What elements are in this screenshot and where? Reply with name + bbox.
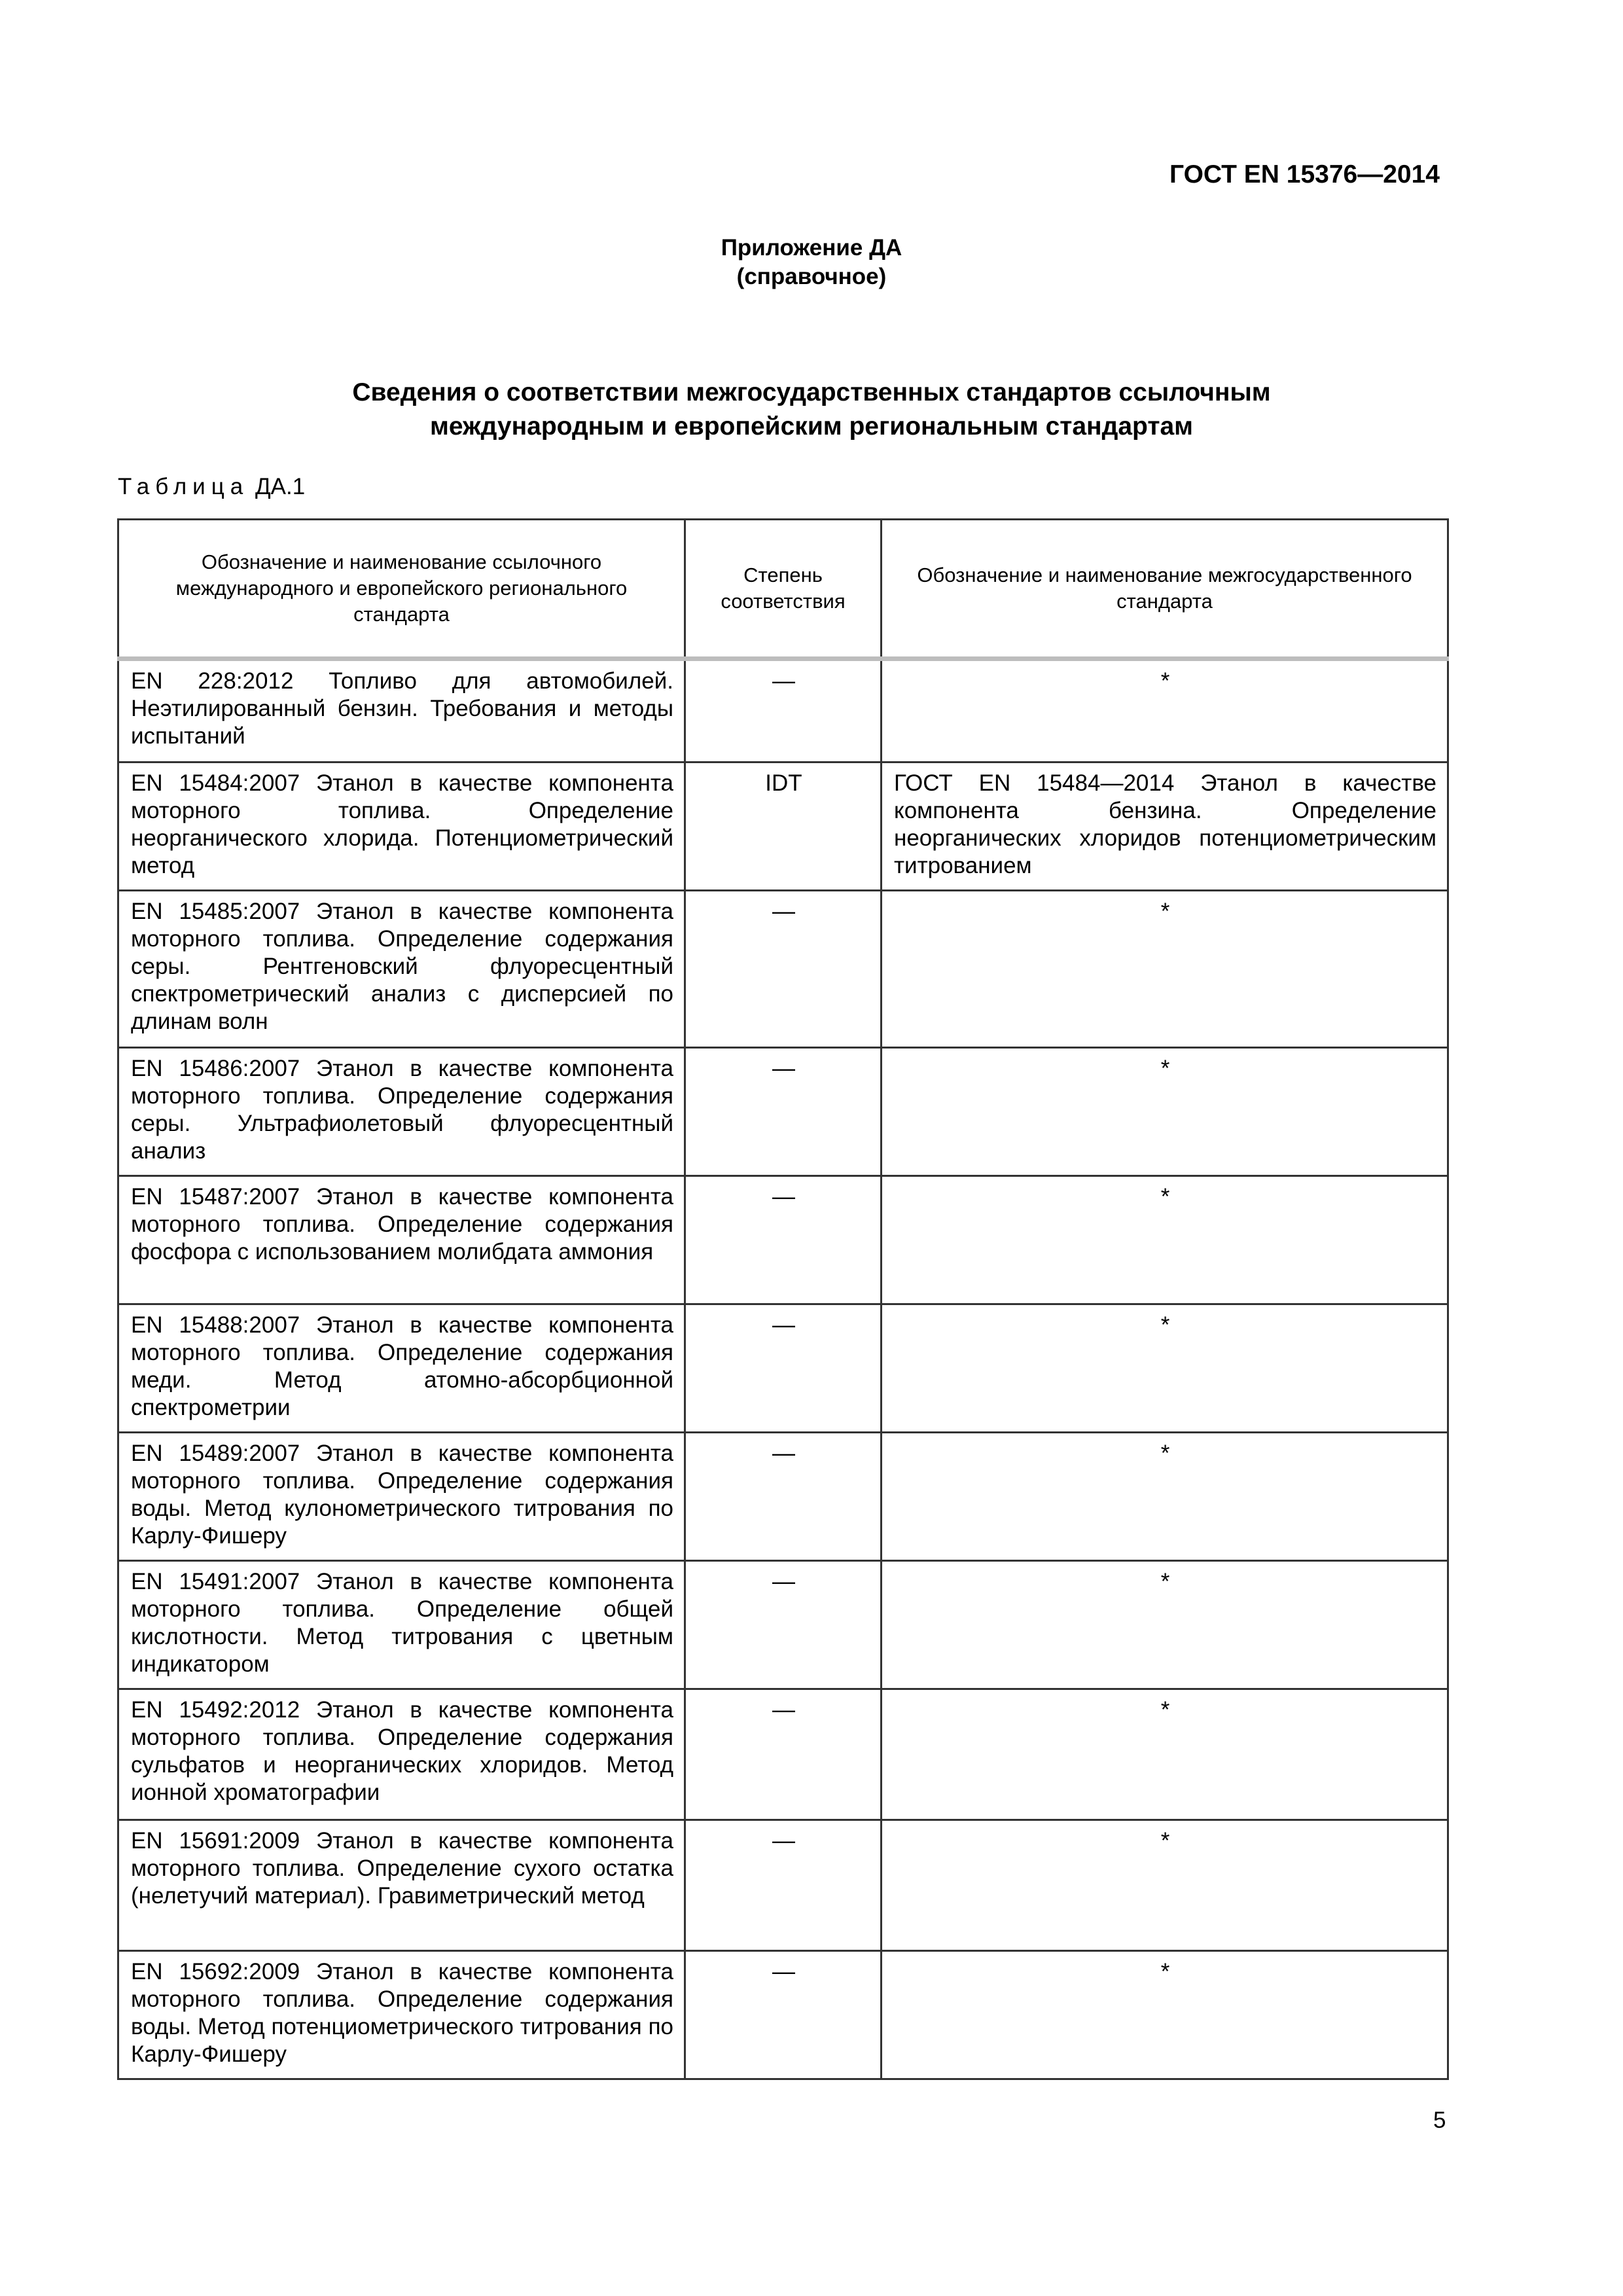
appendix-heading bbox=[0, 234, 1623, 291]
degree-cell: — bbox=[685, 1433, 882, 1561]
degree-cell: — bbox=[685, 1951, 882, 2079]
degree-cell: — bbox=[685, 1048, 882, 1176]
degree-cell: — bbox=[685, 891, 882, 1048]
table-caption-number: ДА.1 bbox=[255, 474, 306, 499]
table-caption bbox=[118, 474, 305, 500]
reference-standard-cell: EN 15487:2007 Этанол в качестве компонента моторного топлива. Определение содержания фосфора с использованием молибдата аммония bbox=[118, 1176, 685, 1304]
interstate-standard-cell: * bbox=[882, 1304, 1448, 1433]
interstate-standard-cell: * bbox=[882, 659, 1448, 762]
interstate-standard-cell: * bbox=[882, 1820, 1448, 1951]
table-row bbox=[118, 1689, 1448, 1820]
table-row bbox=[118, 1561, 1448, 1689]
degree-cell: — bbox=[685, 1820, 882, 1951]
reference-standard-cell: EN 15692:2009 Этанол в качестве компонента моторного топлива. Определение содержания воды. Метод потенциометрического титрования по Карлу-Фишеру bbox=[118, 1951, 685, 2079]
degree-cell: — bbox=[685, 1304, 882, 1433]
table-row bbox=[118, 659, 1448, 762]
table-row bbox=[118, 1820, 1448, 1951]
header-interstate-standard: Обозначение и наименование межгосударственного стандарта bbox=[882, 520, 1448, 659]
table-row bbox=[118, 1433, 1448, 1561]
reference-standard-cell: EN 15491:2007 Этанол в качестве компонента моторного топлива. Определение общей кислотности. Метод титрования с цветным индикатором bbox=[118, 1561, 685, 1689]
reference-standard-cell: EN 228:2012 Топливо для автомобилей. Неэтилированный бензин. Требования и методы испытаний bbox=[118, 659, 685, 762]
appendix-title: Приложение ДА bbox=[721, 235, 902, 260]
document-code: ГОСТ EN 15376—2014 bbox=[1169, 160, 1440, 188]
table-row bbox=[118, 1176, 1448, 1304]
reference-standard-cell: EN 15486:2007 Этанол в качестве компонента моторного топлива. Определение содержания серы. Ультрафиолетовый флуоресцентный анализ bbox=[118, 1048, 685, 1176]
table-row bbox=[118, 1048, 1448, 1176]
appendix-subtitle: (справочное) bbox=[736, 264, 887, 289]
interstate-standard-cell: * bbox=[882, 1433, 1448, 1561]
standards-table bbox=[117, 518, 1449, 2080]
degree-cell: — bbox=[685, 1689, 882, 1820]
reference-standard-cell: EN 15488:2007 Этанол в качестве компонента моторного топлива. Определение содержания меди. Метод атомно-абсорбционной спектрометрии bbox=[118, 1304, 685, 1433]
table-row bbox=[118, 891, 1448, 1048]
interstate-standard-cell: * bbox=[882, 891, 1448, 1048]
reference-standard-cell: EN 15489:2007 Этанол в качестве компонента моторного топлива. Определение содержания воды. Метод кулонометрического титрования по Карлу-Фишеру bbox=[118, 1433, 685, 1561]
reference-standard-cell: EN 15485:2007 Этанол в качестве компонента моторного топлива. Определение содержания серы. Рентгеновский флуоресцентный спектрометрический анализ с дисперсией по длинам волн bbox=[118, 891, 685, 1048]
table-row bbox=[118, 1304, 1448, 1433]
degree-cell: — bbox=[685, 1561, 882, 1689]
section-title bbox=[0, 376, 1623, 444]
reference-standard-cell: EN 15691:2009 Этанол в качестве компонента моторного топлива. Определение сухого остатка (нелетучий материал). Гравиметрический метод bbox=[118, 1820, 685, 1951]
interstate-standard-cell: * bbox=[882, 1951, 1448, 2079]
section-title-line-2: международным и европейским региональным стандартам bbox=[429, 412, 1194, 440]
header-reference-standard: Обозначение и наименование ссылочного международного и европейского регионального стандарта bbox=[118, 520, 685, 659]
table-caption-word: Таблица bbox=[118, 474, 249, 499]
interstate-standard-cell: * bbox=[882, 1048, 1448, 1176]
page-number: 5 bbox=[1433, 2108, 1446, 2133]
table-row bbox=[118, 762, 1448, 891]
interstate-standard-cell: * bbox=[882, 1176, 1448, 1304]
interstate-standard-cell: * bbox=[882, 1561, 1448, 1689]
section-title-line-1: Сведения о соответствии межгосударственных стандартов ссылочным bbox=[352, 378, 1271, 406]
header-degree-of-correspondence: Степень соответствия bbox=[685, 520, 882, 659]
degree-cell: — bbox=[685, 659, 882, 762]
reference-standard-cell: EN 15484:2007 Этанол в качестве компонента моторного топлива. Определение неорганического хлорида. Потенциометрический метод bbox=[118, 762, 685, 891]
degree-cell: — bbox=[685, 1176, 882, 1304]
table-row bbox=[118, 1951, 1448, 2079]
interstate-standard-cell: * bbox=[882, 1689, 1448, 1820]
reference-standard-cell: EN 15492:2012 Этанол в качестве компонента моторного топлива. Определение содержания сульфатов и неорганических хлоридов. Метод ионной хроматографии bbox=[118, 1689, 685, 1820]
table-header-row bbox=[118, 520, 1448, 659]
interstate-standard-cell: ГОСТ EN 15484—2014 Этанол в качестве компонента бензина. Определение неорганических хлоридов потенциометрическим титрованием bbox=[882, 762, 1448, 891]
degree-cell: IDT bbox=[685, 762, 882, 891]
